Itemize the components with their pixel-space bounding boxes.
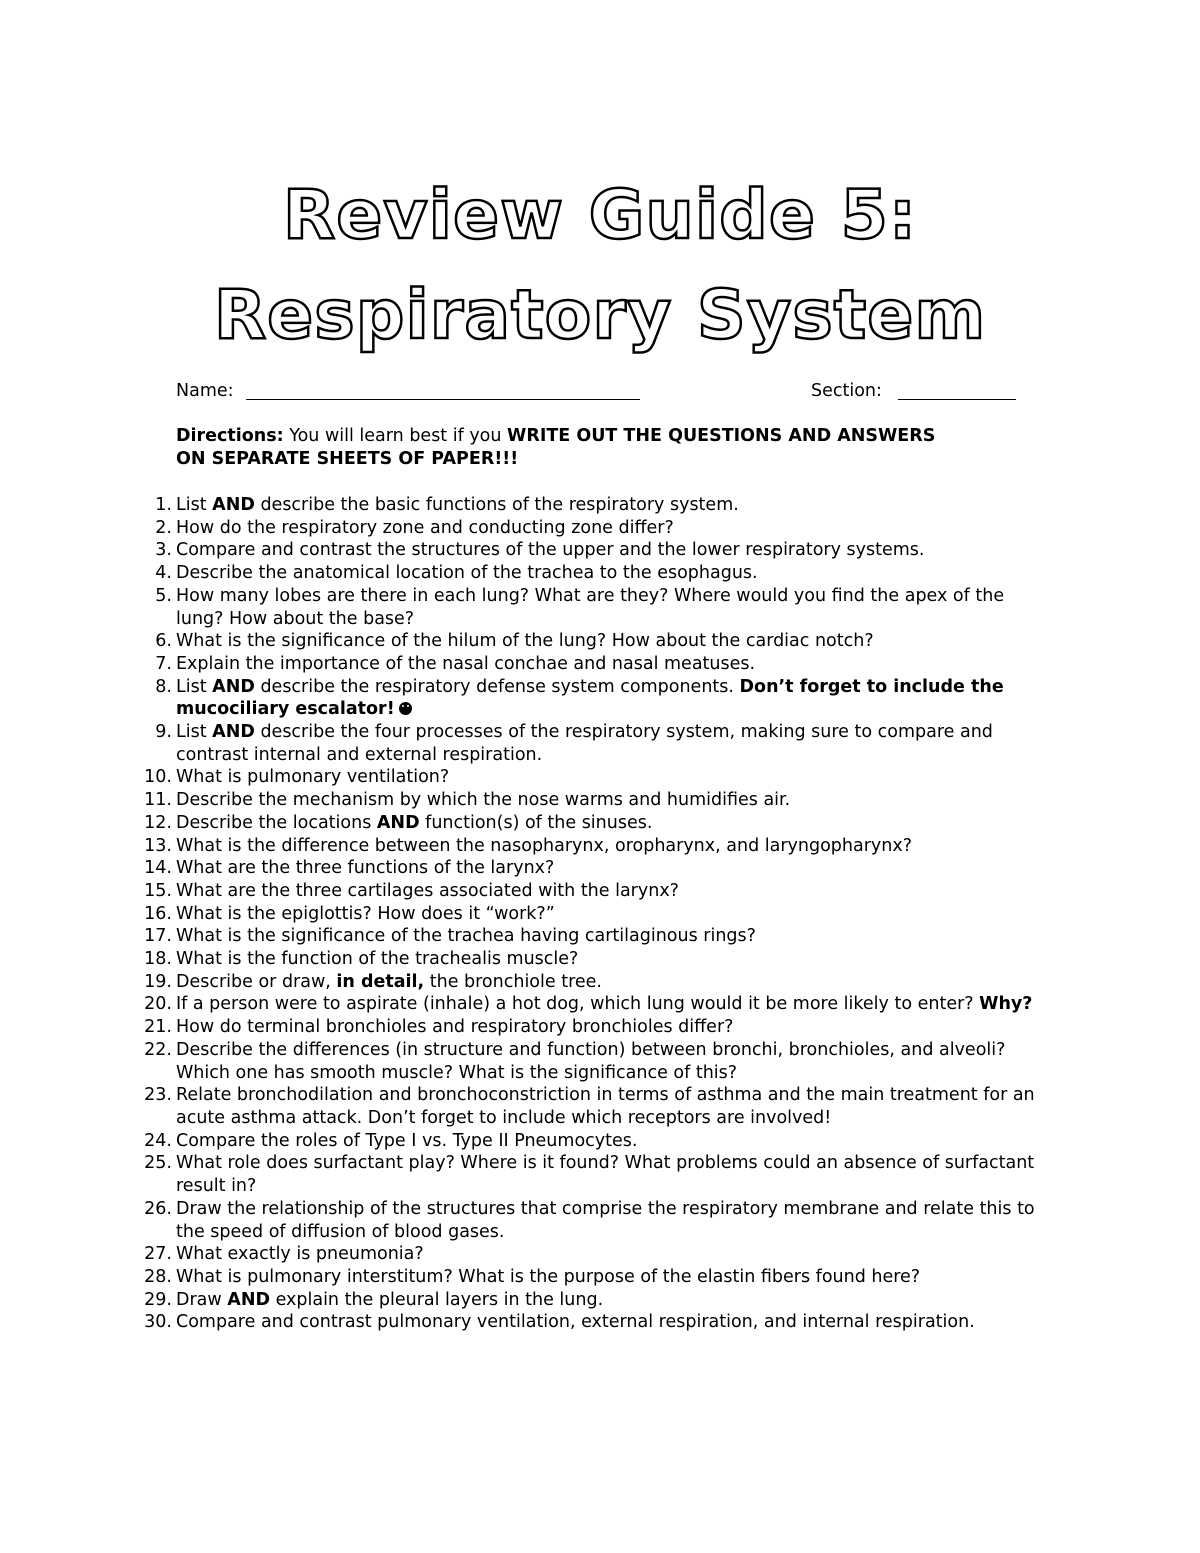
question-emphasis: AND	[376, 812, 420, 833]
question-text: How many lobes are there in each lung? What are they? Where would you find the apex of the lung? How about the base?	[176, 585, 1005, 629]
question-text: Describe the mechanism by which the nose warms and humidifies air.	[176, 790, 791, 811]
name-blank-line[interactable]	[246, 399, 640, 400]
question-text: Relate bronchodilation and bronchoconstriction in terms of asthma and the main treatment for an acute asthma attack. Don’t forget to include which receptors are involved!	[176, 1085, 1035, 1128]
question-number: 18.	[144, 949, 172, 970]
question-text: What is pulmonary ventilation?	[176, 767, 450, 788]
question-item	[144, 880, 1056, 903]
question-text: describe the four processes of the respiratory system, making sure to compare and contrast internal and external respiration.	[176, 722, 993, 765]
question-text: How do terminal bronchioles and respiratory bronchioles differ?	[176, 1017, 734, 1038]
question-text: What are the three functions of the larynx?	[176, 858, 555, 879]
question-text: If a person were to aspirate (inhale) a hot dog, which lung would it be more likely to enter?	[176, 994, 980, 1015]
question-number: 7.	[155, 653, 172, 674]
question-text: What role does surfactant play? Where is it found? What problems could an absence of surfactant result in?	[176, 1153, 1035, 1197]
question-number: 12.	[144, 812, 172, 833]
question-text: What is pulmonary interstitum? What is the purpose of the elastin fibers found here?	[176, 1266, 921, 1287]
question-number: 23.	[144, 1085, 172, 1106]
question-number: 11.	[144, 790, 172, 811]
question-text: What are the three cartilages associated with the larynx?	[176, 880, 679, 901]
directions-label: Directions:	[176, 426, 284, 446]
question-item	[144, 1152, 1056, 1197]
question-number: 14.	[144, 858, 172, 879]
directions	[176, 425, 936, 471]
question-item	[155, 585, 1056, 630]
title-line-2: Respiratory System	[213, 276, 987, 355]
question-text: Compare and contrast pulmonary ventilation, external respiration, and internal respiration.	[176, 1312, 975, 1333]
question-item	[144, 835, 1056, 858]
name-label: Name:	[176, 381, 234, 401]
question-item	[144, 1311, 1056, 1334]
question-item	[144, 993, 1056, 1016]
question-text: Describe or draw,	[176, 971, 337, 992]
question-number: 24.	[144, 1130, 172, 1151]
question-text: Draw the relationship of the structures that comprise the respiratory membrane and relate this to the speed of diffusion of blood gases.	[176, 1198, 1035, 1242]
question-number: 6.	[155, 631, 172, 652]
question-text: describe the respiratory defense system components.	[254, 676, 740, 697]
question-emphasis: AND	[227, 1289, 270, 1310]
directions-text: You will learn best if you	[283, 426, 508, 446]
question-item	[144, 1016, 1056, 1039]
question-number: 27.	[144, 1244, 172, 1265]
question-item	[144, 903, 1056, 926]
question-text: What is the significance of the hilum of the lung? How about the cardiac notch?	[176, 631, 874, 652]
question-number: 13.	[144, 835, 172, 856]
question-number: 16.	[144, 903, 172, 924]
question-number: 9.	[155, 722, 172, 743]
question-number: 21.	[144, 1017, 172, 1038]
question-text: Describe the anatomical location of the trachea to the esophagus.	[176, 563, 758, 584]
question-text: Draw	[176, 1289, 228, 1310]
question-text: List	[176, 495, 213, 515]
question-item	[144, 948, 1056, 971]
question-emphasis: Why?	[979, 994, 1033, 1015]
question-item	[155, 676, 1056, 721]
question-item	[155, 539, 1056, 562]
question-item	[144, 789, 1056, 812]
question-item	[144, 1198, 1056, 1243]
question-item	[155, 562, 1056, 585]
section-blank-line[interactable]	[898, 399, 1016, 400]
question-number: 10.	[144, 767, 172, 788]
question-item	[155, 517, 1056, 540]
question-item	[155, 721, 1056, 766]
question-item	[144, 1039, 1056, 1084]
question-emphasis: Don’t forget to include the mucociliary escalator!	[176, 676, 1004, 720]
smiley-face-icon	[399, 702, 412, 715]
question-text: List	[176, 676, 213, 697]
question-number: 2.	[155, 517, 172, 538]
question-emphasis: AND	[212, 722, 255, 743]
question-item	[155, 494, 1056, 517]
question-number: 22.	[144, 1039, 172, 1060]
question-item	[144, 1130, 1056, 1153]
question-text: What is the epiglottis? How does it “work?”	[176, 903, 555, 924]
question-number: 1.	[155, 495, 172, 515]
question-text: Explain the importance of the nasal conchae and nasal meatuses.	[176, 653, 756, 674]
question-text: function(s) of the sinuses.	[419, 812, 653, 833]
question-number: 17.	[144, 926, 172, 947]
question-item	[144, 1243, 1056, 1266]
question-number: 20.	[144, 994, 172, 1015]
question-emphasis: AND	[212, 676, 255, 697]
question-text: Compare and contrast the structures of the upper and the lower respiratory systems.	[176, 540, 925, 561]
question-text: Compare the roles of Type I vs. Type II Pneumocytes.	[176, 1130, 638, 1151]
question-item	[144, 857, 1056, 880]
question-text: What is the difference between the nasopharynx, oropharynx, and laryngopharynx?	[176, 835, 912, 856]
header-fields	[176, 379, 1016, 403]
question-number: 26.	[144, 1198, 172, 1219]
question-item	[155, 630, 1056, 653]
question-number: 30.	[144, 1312, 172, 1333]
question-text: What exactly is pneumonia?	[176, 1244, 424, 1265]
question-text: describe the basic functions of the respiratory system.	[254, 495, 739, 515]
question-emphasis: in detail,	[336, 971, 425, 992]
question-text: How do the respiratory zone and conducting zone differ?	[176, 517, 674, 538]
directions-emphasis: WRITE OUT THE QUESTIONS AND ANSWERS ON SEPARATE SHEETS OF PAPER!!!	[176, 426, 936, 469]
question-item	[144, 812, 1056, 835]
question-text: the bronchiole tree.	[424, 971, 602, 992]
question-text: List	[176, 722, 213, 743]
question-number: 5.	[155, 585, 172, 606]
section-label: Section:	[811, 381, 882, 401]
title-line-1: Review Guide 5:	[282, 176, 918, 255]
question-text: Describe the locations	[176, 812, 377, 833]
question-emphasis: AND	[212, 495, 255, 515]
question-item	[144, 1289, 1056, 1312]
question-number: 4.	[155, 563, 172, 584]
question-number: 3.	[155, 540, 172, 561]
question-item	[144, 1084, 1056, 1129]
questions-list	[144, 494, 1056, 1334]
question-text: explain the pleural layers in the lung.	[270, 1289, 604, 1310]
question-item	[144, 1266, 1056, 1289]
question-text: What is the significance of the trachea having cartilaginous rings?	[176, 926, 756, 947]
question-number: 29.	[144, 1289, 172, 1310]
question-number: 19.	[144, 971, 172, 992]
question-item	[144, 971, 1056, 994]
question-item	[144, 766, 1056, 789]
question-number: 28.	[144, 1266, 172, 1287]
question-number: 15.	[144, 880, 172, 901]
question-number: 8.	[155, 676, 172, 697]
question-item	[144, 925, 1056, 948]
question-text: Describe the differences (in structure and function) between bronchi, bronchioles, and alveoli? Which one has smooth muscle? What is the significance of this?	[176, 1039, 1006, 1083]
question-item	[155, 653, 1056, 676]
question-number: 25.	[144, 1153, 172, 1174]
question-text: What is the function of the trachealis muscle?	[176, 949, 579, 970]
